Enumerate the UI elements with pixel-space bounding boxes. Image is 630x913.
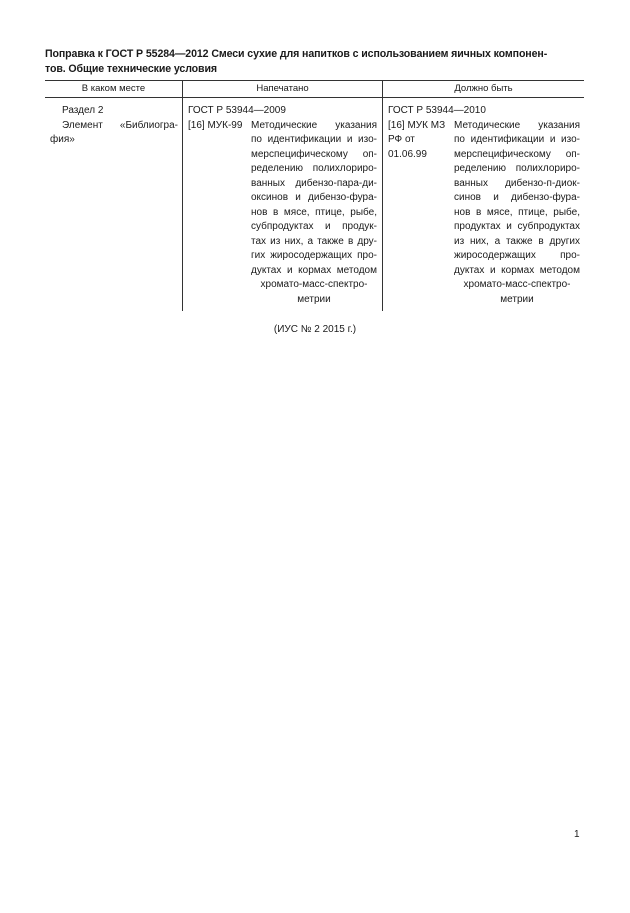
should-be-desc-line: жиросодержащих про- — [454, 250, 580, 261]
where-element-line: Элемент «Библиогра- — [62, 119, 178, 131]
should-be-desc-line: нов в мясе, птице, рыбе, — [454, 206, 580, 218]
should-be-desc-line: Методические указания — [454, 119, 580, 131]
printed-desc-line: тах из них, а также в дру- — [251, 235, 377, 247]
document-title — [45, 47, 590, 77]
source-note: (ИУС № 2 2015 г.) — [273, 324, 357, 335]
column-separator — [382, 80, 383, 311]
printed-desc-line: оксинов и дибензо-фура- — [251, 192, 377, 203]
should-be-desc-line: ределению полихлориро- — [454, 163, 580, 174]
column-separator — [182, 80, 183, 311]
should-be-ref-line: РФ от — [388, 134, 415, 145]
should-be-desc-line: по идентификации и изо- — [454, 134, 580, 145]
should-be-desc-line: дуктах и кормах методом — [454, 264, 580, 276]
document-title-line: тов. Общие технические условия — [45, 63, 217, 75]
printed-ref-label: [16] МУК-99 — [188, 119, 243, 131]
should-be-desc-line: из них, а также в других — [454, 235, 580, 247]
where-section: Раздел 2 — [62, 105, 104, 116]
should-be-ref-line: [16] МУК МЗ — [388, 119, 446, 131]
table-header-rule — [45, 97, 584, 98]
where-element-line: фия» — [50, 134, 75, 145]
printed-desc-line: ванных дибензо-пара-ди- — [251, 177, 377, 189]
should-be-desc-line: продуктах и субпродуктах — [454, 221, 580, 232]
printed-desc-line: по идентификации и изо- — [251, 134, 377, 145]
printed-desc-line: хромато-масс-спектро- — [260, 279, 368, 290]
printed-description — [251, 119, 377, 308]
document-title-line: Поправка к ГОСТ Р 55284—2012 Смеси сухие для напитков с использованием яичных компонен- — [45, 48, 548, 60]
printed-desc-line: метрии — [297, 293, 331, 305]
should-be-description — [454, 119, 580, 308]
page-number: 1 — [574, 829, 580, 840]
should-be-gost: ГОСТ Р 53944—2010 — [388, 105, 486, 116]
printed-gost: ГОСТ Р 53944—2009 — [188, 105, 286, 116]
should-be-ref-line: 01.06.99 — [388, 148, 427, 160]
header-should-be: Должно быть — [454, 83, 513, 94]
should-be-desc-line: синов и дибензо-фура- — [454, 192, 580, 203]
should-be-desc-line: мерспецифическому оп- — [454, 148, 580, 160]
should-be-desc-line: хромато-масс-спектро- — [463, 279, 571, 290]
should-be-desc-line: метрии — [500, 293, 534, 305]
printed-desc-line: гих жиросодержащих про- — [251, 250, 377, 261]
where-element — [62, 119, 178, 134]
printed-desc-line: Методические указания — [251, 119, 377, 131]
should-be-ref — [388, 119, 445, 163]
header-where: В каком месте — [81, 83, 146, 94]
header-printed: Напечатано — [256, 83, 309, 94]
should-be-desc-line: ванных дибензо-п-диок- — [454, 177, 580, 189]
printed-desc-line: ределению полихлориро- — [251, 163, 377, 174]
printed-desc-line: дуктах и кормах методом — [251, 264, 377, 276]
printed-desc-line: мерспецифическому оп- — [251, 148, 377, 160]
printed-desc-line: субпродуктах и продук- — [251, 221, 377, 232]
printed-desc-line: нов в мясе, птице, рыбе, — [251, 206, 377, 218]
